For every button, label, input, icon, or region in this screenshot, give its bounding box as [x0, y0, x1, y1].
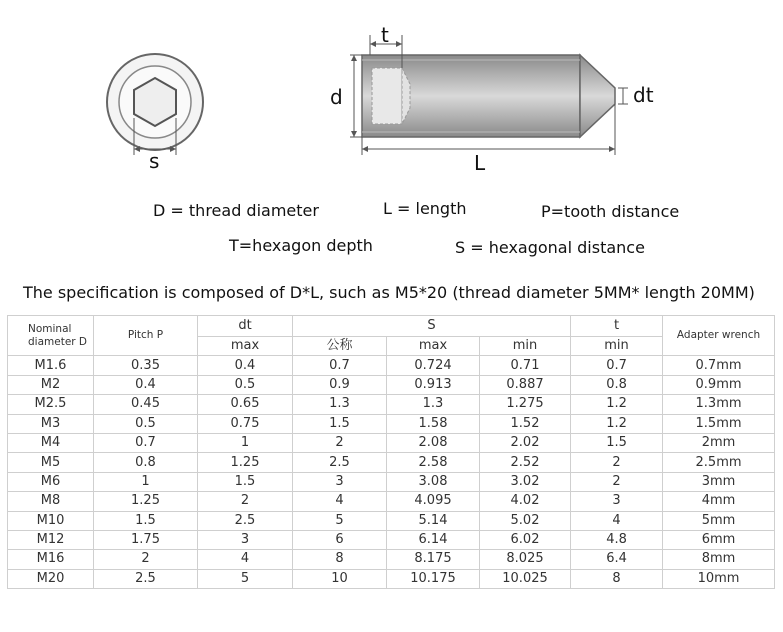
label-d: d: [330, 85, 343, 109]
table-cell: 1.25: [198, 453, 293, 472]
table-row: [8, 472, 775, 491]
table-row: [8, 414, 775, 433]
table-row: [8, 492, 775, 511]
header-dt-max: max: [198, 337, 293, 356]
table-cell: 0.8: [571, 375, 663, 394]
table-cell: 1.5: [571, 433, 663, 452]
table-cell: 0.4: [198, 356, 293, 375]
table-cell: 5: [293, 511, 387, 530]
header-s-max: max: [387, 337, 480, 356]
table-cell: M5: [8, 453, 94, 472]
table-cell: 2.52: [480, 453, 571, 472]
table-cell: 0.9mm: [663, 375, 775, 394]
legend-hexagonal-distance: S = hexagonal distance: [455, 238, 645, 257]
table-cell: M16: [8, 550, 94, 569]
table-cell: 2: [94, 550, 198, 569]
header-dt: dt: [198, 316, 293, 337]
spec-table: [7, 315, 775, 589]
table-body: [8, 356, 775, 589]
label-L: L: [474, 151, 486, 175]
header-s-min: min: [480, 337, 571, 356]
table-cell: 2: [293, 433, 387, 452]
table-cell: 5.02: [480, 511, 571, 530]
table-row: [8, 511, 775, 530]
table-cell: 5mm: [663, 511, 775, 530]
table-cell: 0.7mm: [663, 356, 775, 375]
label-s: s: [149, 149, 160, 173]
table-cell: 6.02: [480, 530, 571, 549]
header-s-nominal: 公称: [293, 337, 387, 356]
table-cell: 1.25: [94, 492, 198, 511]
table-cell: 5: [198, 569, 293, 588]
table-cell: 1.58: [387, 414, 480, 433]
header-t-min: min: [571, 337, 663, 356]
table-cell: 0.5: [198, 375, 293, 394]
table-cell: M2: [8, 375, 94, 394]
side-view: [330, 23, 654, 175]
table-cell: 3mm: [663, 472, 775, 491]
table-cell: 0.9: [293, 375, 387, 394]
legend-thread-diameter: D = thread diameter: [153, 201, 319, 220]
label-dt: dt: [633, 83, 654, 107]
table-cell: M10: [8, 511, 94, 530]
header-s: S: [293, 316, 571, 337]
table-cell: 6.4: [571, 550, 663, 569]
table-cell: M20: [8, 569, 94, 588]
table-row: [8, 433, 775, 452]
table-cell: 1.3mm: [663, 395, 775, 414]
table-row: [8, 530, 775, 549]
table-cell: 3: [293, 472, 387, 491]
table-cell: 1.5: [198, 472, 293, 491]
table-cell: 3: [198, 530, 293, 549]
table-cell: 0.5: [94, 414, 198, 433]
table-cell: 10.175: [387, 569, 480, 588]
table-cell: 1.5: [94, 511, 198, 530]
table-cell: 0.35: [94, 356, 198, 375]
table-row: [8, 550, 775, 569]
table-cell: 0.8: [94, 453, 198, 472]
legend-tooth-distance: P=tooth distance: [541, 202, 680, 221]
specification-note: The specification is composed of D*L, such as M5*20 (thread diameter 5MM* length 20MM): [23, 283, 755, 302]
table-cell: 1.3: [387, 395, 480, 414]
table-cell: 6.14: [387, 530, 480, 549]
table-cell: 4.8: [571, 530, 663, 549]
legend-hexagon-depth: T=hexagon depth: [229, 236, 373, 255]
table-cell: 10mm: [663, 569, 775, 588]
table-cell: 8mm: [663, 550, 775, 569]
table-cell: 0.4: [94, 375, 198, 394]
header-t: t: [571, 316, 663, 337]
table-cell: 8.175: [387, 550, 480, 569]
table-cell: 0.65: [198, 395, 293, 414]
table-cell: 2.5: [198, 511, 293, 530]
table-cell: 0.7: [293, 356, 387, 375]
table-cell: 2: [571, 472, 663, 491]
table-cell: 2.02: [480, 433, 571, 452]
table-cell: 3: [571, 492, 663, 511]
table-row: [8, 375, 775, 394]
table-cell: M1.6: [8, 356, 94, 375]
table-cell: 2.5: [293, 453, 387, 472]
table-row: [8, 356, 775, 375]
table-cell: 0.913: [387, 375, 480, 394]
table-cell: 2: [198, 492, 293, 511]
table-cell: 10.025: [480, 569, 571, 588]
table-cell: 0.887: [480, 375, 571, 394]
table-cell: 1: [198, 433, 293, 452]
table-cell: 8: [293, 550, 387, 569]
header-nominal-diameter: Nominal diameter D: [8, 316, 94, 356]
table-cell: 3.02: [480, 472, 571, 491]
table-cell: 4: [198, 550, 293, 569]
table-cell: 4.095: [387, 492, 480, 511]
table-cell: 3.08: [387, 472, 480, 491]
table-cell: 1.52: [480, 414, 571, 433]
table-cell: 1.2: [571, 395, 663, 414]
table-cell: 6: [293, 530, 387, 549]
table-cell: M4: [8, 433, 94, 452]
table-cell: 2.58: [387, 453, 480, 472]
table-row: [8, 395, 775, 414]
table-cell: 5.14: [387, 511, 480, 530]
set-screw-drawing: [0, 0, 783, 280]
table-cell: 0.7: [94, 433, 198, 452]
table-cell: 2: [571, 453, 663, 472]
table-cell: 4: [293, 492, 387, 511]
table-cell: 1.5mm: [663, 414, 775, 433]
table-cell: 1.275: [480, 395, 571, 414]
table-cell: 10: [293, 569, 387, 588]
label-t: t: [381, 23, 389, 47]
table-cell: 1.2: [571, 414, 663, 433]
table-cell: 0.75: [198, 414, 293, 433]
table-cell: 1.3: [293, 395, 387, 414]
table-cell: 0.724: [387, 356, 480, 375]
table-row: [8, 453, 775, 472]
legend-length: L = length: [383, 199, 467, 218]
table-cell: 4mm: [663, 492, 775, 511]
table-cell: 6mm: [663, 530, 775, 549]
table-cell: 1.75: [94, 530, 198, 549]
table-cell: 2.5mm: [663, 453, 775, 472]
table-cell: M8: [8, 492, 94, 511]
table-cell: 0.7: [571, 356, 663, 375]
table-cell: 8.025: [480, 550, 571, 569]
table-cell: 2.08: [387, 433, 480, 452]
table-cell: M3: [8, 414, 94, 433]
table-cell: 4: [571, 511, 663, 530]
table-cell: 0.45: [94, 395, 198, 414]
table-cell: 8: [571, 569, 663, 588]
table-cell: M12: [8, 530, 94, 549]
end-view: [107, 54, 203, 173]
header-pitch: Pitch P: [94, 316, 198, 356]
header-adapter-wrench: Adapter wrench: [663, 316, 775, 356]
table-cell: 4.02: [480, 492, 571, 511]
table-cell: M6: [8, 472, 94, 491]
table-cell: 1.5: [293, 414, 387, 433]
table-cell: 2.5: [94, 569, 198, 588]
table-cell: 1: [94, 472, 198, 491]
table-row: [8, 569, 775, 588]
table-cell: 2mm: [663, 433, 775, 452]
table-cell: M2.5: [8, 395, 94, 414]
table-cell: 0.71: [480, 356, 571, 375]
